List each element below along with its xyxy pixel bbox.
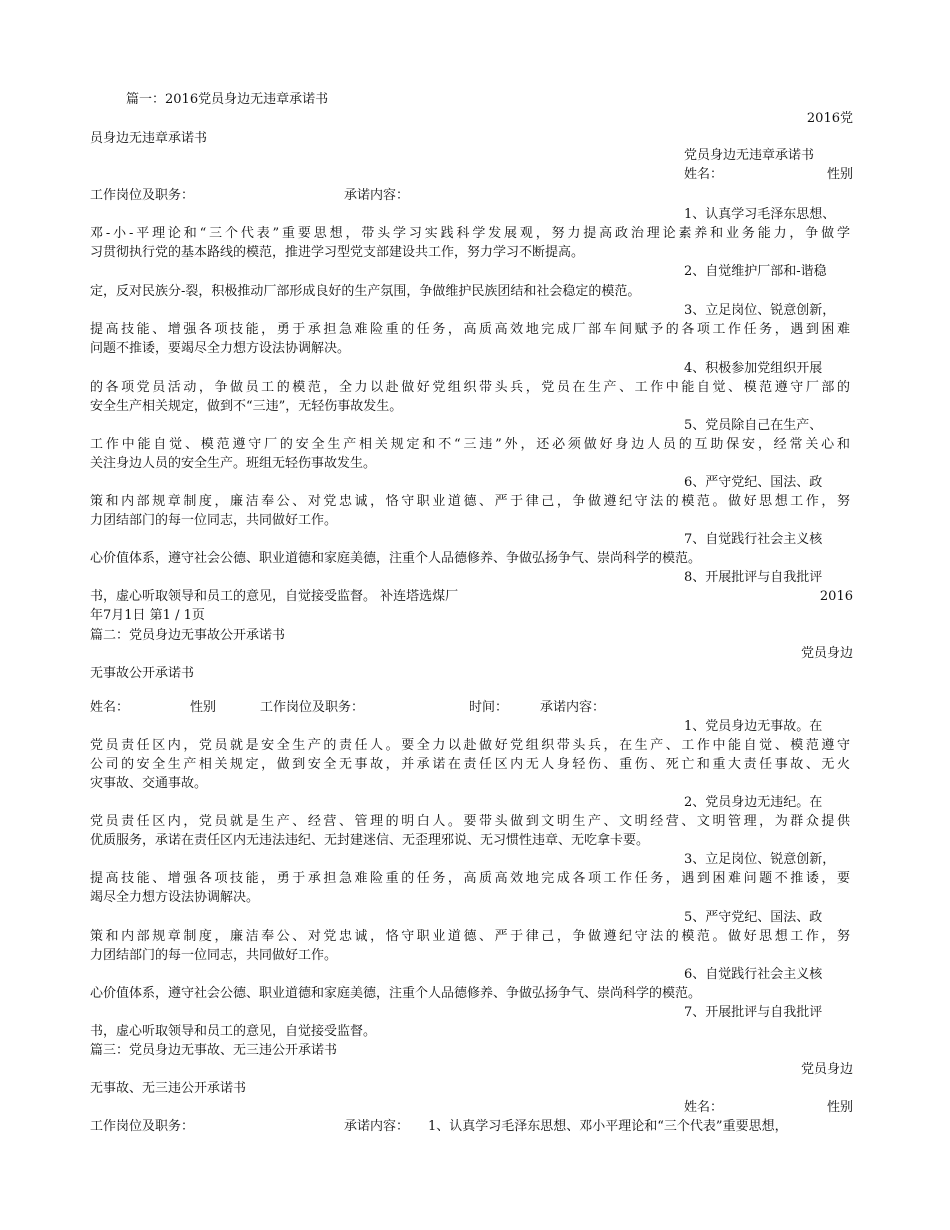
paragraph-start: 7、自觉践行社会主义核 — [684, 532, 823, 547]
paragraph-start: 5、党员除自己在生产、 — [684, 418, 823, 433]
text-line: 提高技能、增强各项技能，勇于承担急难险重的任务，高质高效地完成厂部车间赋予的各项工作任务，遇到困难 — [90, 322, 850, 337]
paragraph-start: 1、党员身边无事故。在 — [684, 719, 823, 734]
text-line: 策和内部规章制度，廉洁奉公、对党忠诚，恪守职业道德、严于律己，争做遵纪守法的模范。做好思想工作，努 — [90, 494, 850, 509]
text-line: 心价值体系，遵守社会公德、职业道德和家庭美德，注重个人品德修养、争做弘扬争气、崇尚科学的模范。 — [90, 986, 702, 1001]
name-label: 姓名： — [684, 167, 724, 182]
text-line: 邓-小-平理论和“三个代表”重要思想，带头学习实践科学发展观，努力提高政治理论素养和业务能力，争做学 — [90, 226, 850, 241]
text-line: 习贯彻执行党的基本路线的模范，推进学习型党支部建设共工作，努力学习不断提高。 — [90, 245, 585, 260]
paragraph-start: 5、严守党纪、国法、政 — [684, 910, 823, 925]
text-line: 工作中能自觉、模范遵守厂的安全生产相关规定和不“三违”外，还必须做好身边人员的互助保安，经常关心和 — [90, 437, 850, 452]
position-label: 工作岗位及职务： — [260, 700, 365, 715]
text-line: 无事故公开承诺书 — [90, 666, 195, 681]
text-line: 优质服务，承诺在责任区内无违法违纪、无封建迷信、无歪理邪说、无习惯性违章、无吃拿卡要。 — [90, 833, 650, 848]
position-label: 工作岗位及职务： — [90, 1119, 195, 1134]
text-line: 的各项党员活动，争做员工的模范，全力以赴做好党组织带头兵，党员在生产、工作中能自觉、模范遵守厂部的 — [90, 380, 850, 395]
text-line: 员身边无违章承诺书 — [90, 131, 208, 146]
name-label: 姓名： — [90, 700, 130, 715]
paragraph-start: 8、开展批评与自我批评 — [684, 570, 823, 585]
paragraph-start: 1、认真学习毛泽东思想、 — [684, 207, 836, 222]
text-line: 力团结部门的每一位同志，共同做好工作。 — [90, 948, 338, 963]
text-line: 安全生产相关规定，做到不“三违”，无轻伤事故发生。 — [90, 399, 403, 414]
text-line: 公司的安全生产相关规定，做到安全无事故，并承诺在责任区内无人身轻伤、重伤、死亡和重大责任事故、无火 — [90, 757, 850, 772]
paragraph-start: 6、自觉践行社会主义核 — [684, 967, 823, 982]
commitment-label: 承诺内容： — [540, 700, 606, 715]
text-line: 定，反对民族分-裂，积极推动厂部形成良好的生产氛围，争做维护民族团结和社会稳定的模范。 — [90, 284, 641, 299]
text-line: 党员身边 — [800, 1062, 853, 1077]
text-line: 关注身边人员的安全生产。班组无轻伤事故发生。 — [90, 456, 377, 471]
text-line: 心价值体系，遵守社会公德、职业道德和家庭美德，注重个人品德修养、争做弘扬争气、崇尚科学的模范。 — [90, 551, 702, 566]
paragraph-start: 3、立足岗位、锐意创新， — [684, 303, 836, 318]
paragraph-start: 2、自觉维护厂部和-谐稳 — [684, 264, 827, 279]
text-line: 党员责任区内，党员就是安全生产的责任人。要全力以赴做好党组织带头兵，在生产、工作中能自觉、模范遵守 — [90, 738, 850, 753]
gender-label: 性别 — [826, 167, 853, 182]
text-line: 党员身边 — [800, 646, 853, 661]
text-line: 灾事故、交通事故。 — [90, 776, 208, 791]
gender-label: 性别 — [826, 1100, 853, 1115]
name-label: 姓名： — [684, 1100, 724, 1115]
paragraph-start: 1、认真学习毛泽东思想、邓小平理论和“三个代表”重要思想， — [428, 1119, 788, 1134]
time-label: 时间： — [469, 700, 509, 715]
paragraph-start: 2、党员身边无违纪。在 — [684, 795, 823, 810]
page-footer: 年7月1日 第1 / 1页 — [90, 608, 205, 623]
section-title: 篇一：2016党员身边无违章承诺书 — [126, 92, 329, 107]
text-line: 2016党 — [806, 111, 853, 126]
text-line: 书，虚心听取领导和员工的意见，自觉接受监督。 补连塔选煤厂 — [90, 589, 459, 604]
text-line: 提高技能、增强各项技能，勇于承担急难险重的任务，高质高效地完成各项工作任务，遇到困难问题不推诿，要 — [90, 871, 850, 886]
paragraph-start: 4、积极参加党组织开展 — [684, 361, 823, 376]
section-title: 篇三：党员身边无事故、无三违公开承诺书 — [90, 1043, 338, 1058]
paragraph-start: 6、严守党纪、国法、政 — [684, 475, 823, 490]
commitment-label: 承诺内容： — [344, 188, 410, 203]
text-line: 党员责任区内，党员就是生产、经营、管理的明白人。要带头做到文明生产、文明经营、文明管理，为群众提供 — [90, 814, 850, 829]
year-text: 2016 — [819, 589, 853, 604]
text-line: 问题不推诿，要竭尽全力想方设法协调解决。 — [90, 341, 351, 356]
text-line: 策和内部规章制度，廉洁奉公、对党忠诚，恪守职业道德、严于律己，争做遵纪守法的模范。做好思想工作，努 — [90, 929, 850, 944]
position-label: 工作岗位及职务： — [90, 188, 195, 203]
section-title: 篇二：党员身边无事故公开承诺书 — [90, 628, 286, 643]
commitment-label: 承诺内容： — [344, 1119, 410, 1134]
gender-label: 性别 — [190, 700, 217, 715]
text-line: 竭尽全力想方设法协调解决。 — [90, 890, 260, 905]
document-heading: 党员身边无违章承诺书 — [684, 148, 815, 163]
paragraph-start: 7、开展批评与自我批评 — [684, 1005, 823, 1020]
text-line: 无事故、无三违公开承诺书 — [90, 1081, 247, 1096]
paragraph-start: 3、立足岗位、锐意创新， — [684, 852, 836, 867]
text-line: 力团结部门的每一位同志，共同做好工作。 — [90, 513, 338, 528]
text-line: 书，虚心听取领导和员工的意见，自觉接受监督。 — [90, 1024, 377, 1039]
